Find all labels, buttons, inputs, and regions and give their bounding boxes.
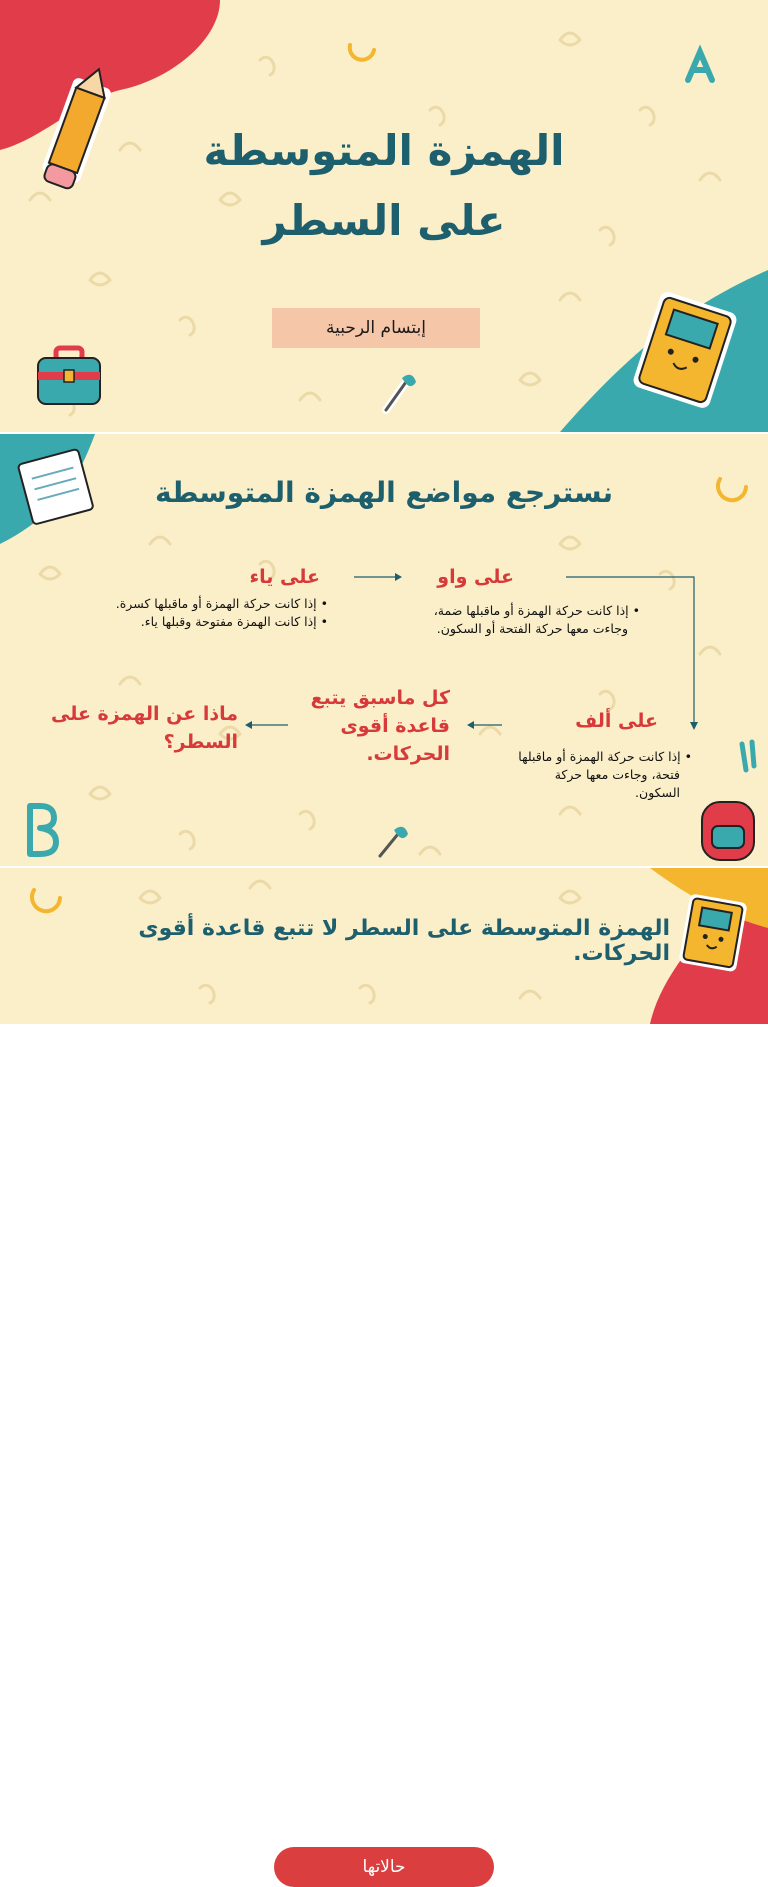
question-note: ماذا عن الهمزة على السطر؟ [50,703,238,753]
on-waw-label: على واو [437,566,514,588]
book-icon [630,290,740,410]
cases-button[interactable]: حالاتها [274,1847,494,1887]
slide-statement [0,868,768,1877]
arrow-waw-to-alif [566,577,694,726]
pin-icon [366,370,426,420]
on-waw-bullets: • إذا كانت حركة الهمزة أو ماقبلها ضمة، وجاءت معها حركة الفتحة أو السكون. [380,602,640,638]
moon-doodle-icon [32,890,60,911]
list-item: • إذا كانت الهمزة مفتوحة وقبلها ياء. [140,614,328,629]
author-name: إبتسام الرحبية [272,308,480,348]
on-ya-label: على ياء [249,566,320,588]
on-alif-bullets: • إذا كانت حركة الهمزة أو ماقبلها فتحة، وجاءت معها حركة السكون. [460,748,692,802]
on-ya-bullets [60,595,328,631]
list-item: • إذا كانت حركة الهمزة أو ماقبلها ضمة، [433,603,640,618]
rule-note: كل ماسبق يتبع قاعدة أقوى الحركات. [310,687,450,765]
slide-recap [0,434,768,866]
book-icon [676,892,752,974]
slide-title-line1: الهمزة المتوسطة [203,126,565,175]
moon-doodle-icon [350,45,374,60]
on-alif-label: على ألف [575,710,658,732]
list-item: • إذا كانت حركة الهمزة أو ماقبلها [518,749,692,764]
letter-a-doodle-icon [688,52,712,80]
slide-title-line2: على السطر [262,196,506,245]
statement-text: الهمزة المتوسطة على السطر لا تتبع قاعدة أقوى الحركات. [138,916,670,966]
slide-title [0,0,768,432]
list-item: • إذا كانت حركة الهمزة أو ماقبلها كسرة. [115,596,328,611]
slide-heading: نسترجع مواضع الهمزة المتوسطة [154,476,614,509]
briefcase-icon [36,346,102,408]
